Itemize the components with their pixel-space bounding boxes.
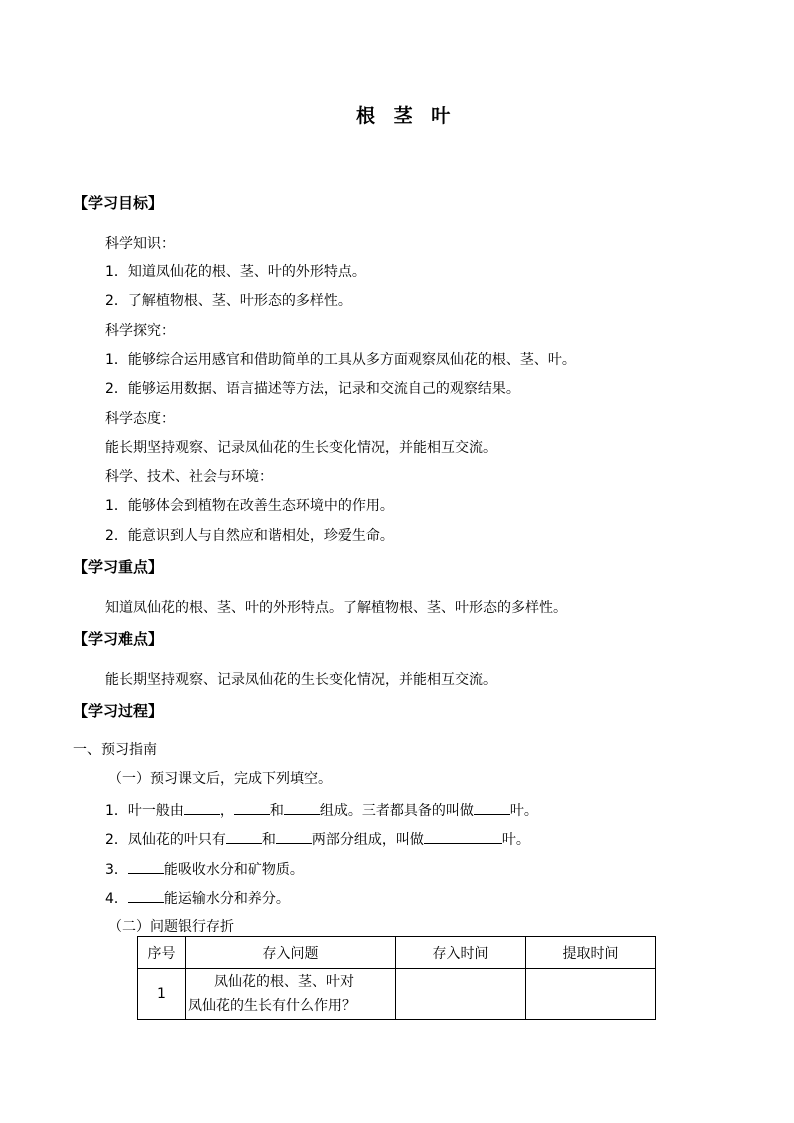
knowledge-item-2: 2．了解植物根、茎、叶形态的多样性。	[105, 293, 352, 309]
part-fill-blanks: （一）预习课文后，完成下列填空。	[108, 771, 332, 787]
header-question: 存入问题	[186, 937, 396, 969]
page-title: 根 茎 叶	[356, 105, 457, 127]
header-withdraw-time: 提取时间	[526, 937, 656, 969]
section-preview-guide: 一、预习指南	[73, 742, 157, 758]
inquiry-label: 科学探究：	[105, 323, 175, 339]
q1-text-d: 组成。三者都具备的叫做	[319, 803, 474, 819]
q1-text-a: 1．叶一般由	[105, 803, 184, 819]
q1-text-c: 和	[269, 803, 284, 819]
q4-text-a: 4．	[105, 891, 128, 907]
row-question	[186, 969, 396, 1020]
row-question-line-2: 凤仙花的生长有什么作用？	[188, 998, 356, 1014]
difficulty-text: 能长期坚持观察、记录凤仙花的生长变化情况，并能相互交流。	[105, 672, 497, 688]
q3-blank-1[interactable]	[128, 858, 164, 874]
process-heading: 【学习过程】	[73, 702, 164, 720]
q2-text-a: 2．凤仙花的叶只有	[105, 832, 226, 848]
row-withdraw-time[interactable]	[526, 969, 656, 1020]
sts-item-1: 1．能够体会到植物在改善生态环境中的作用。	[105, 498, 394, 514]
q2-blank-1[interactable]	[226, 828, 262, 844]
q1-blank-3[interactable]	[284, 799, 320, 815]
table-header-row	[138, 937, 656, 969]
q2-text-b: 和	[261, 832, 276, 848]
part-question-bank: （二）问题银行存折	[108, 919, 234, 935]
knowledge-item-1: 1．知道凤仙花的根、茎、叶的外形特点。	[105, 264, 366, 280]
question-3	[105, 858, 304, 880]
q3-text-b: 能吸收水分和矿物质。	[163, 862, 304, 878]
q1-blank-4[interactable]	[474, 799, 510, 815]
q2-text-c: 两部分组成，叫做	[311, 832, 424, 848]
q1-text-b: ，	[219, 803, 234, 819]
row-no: 1	[138, 969, 186, 1020]
row-question-line-1: 凤仙花的根、茎、叶对	[214, 974, 354, 990]
row-deposit-time[interactable]	[396, 969, 526, 1020]
q2-blank-2[interactable]	[276, 828, 312, 844]
key-text: 知道凤仙花的根、茎、叶的外形特点。了解植物根、茎、叶形态的多样性。	[105, 600, 567, 616]
sts-label: 科学、技术、社会与环境：	[105, 469, 273, 485]
question-1	[105, 799, 538, 821]
attitude-label: 科学态度：	[105, 411, 175, 427]
q4-blank-1[interactable]	[128, 887, 164, 903]
knowledge-label: 科学知识：	[105, 236, 175, 252]
sts-item-2: 2．能意识到人与自然应和谐相处，珍爱生命。	[105, 528, 394, 544]
header-no: 序号	[138, 937, 186, 969]
question-4	[105, 887, 290, 909]
goals-heading: 【学习目标】	[73, 194, 164, 212]
q1-text-e: 叶。	[509, 803, 538, 819]
question-2	[105, 828, 530, 850]
key-heading: 【学习重点】	[73, 558, 164, 576]
inquiry-item-2: 2．能够运用数据、语言描述等方法，记录和交流自己的观察结果。	[105, 381, 520, 397]
q2-blank-3[interactable]	[424, 828, 502, 844]
difficulty-heading: 【学习难点】	[73, 630, 164, 648]
attitude-text: 能长期坚持观察、记录凤仙花的生长变化情况，并能相互交流。	[105, 440, 497, 456]
q2-text-d: 叶。	[501, 832, 530, 848]
header-deposit-time: 存入时间	[396, 937, 526, 969]
q4-text-b: 能运输水分和养分。	[163, 891, 290, 907]
inquiry-item-1: 1．能够综合运用感官和借助简单的工具从多方面观察凤仙花的根、茎、叶。	[105, 352, 576, 368]
table-row	[138, 969, 656, 1020]
q1-blank-1[interactable]	[184, 799, 220, 815]
question-bank-table	[137, 936, 656, 1020]
q1-blank-2[interactable]	[234, 799, 270, 815]
q3-text-a: 3．	[105, 862, 128, 878]
